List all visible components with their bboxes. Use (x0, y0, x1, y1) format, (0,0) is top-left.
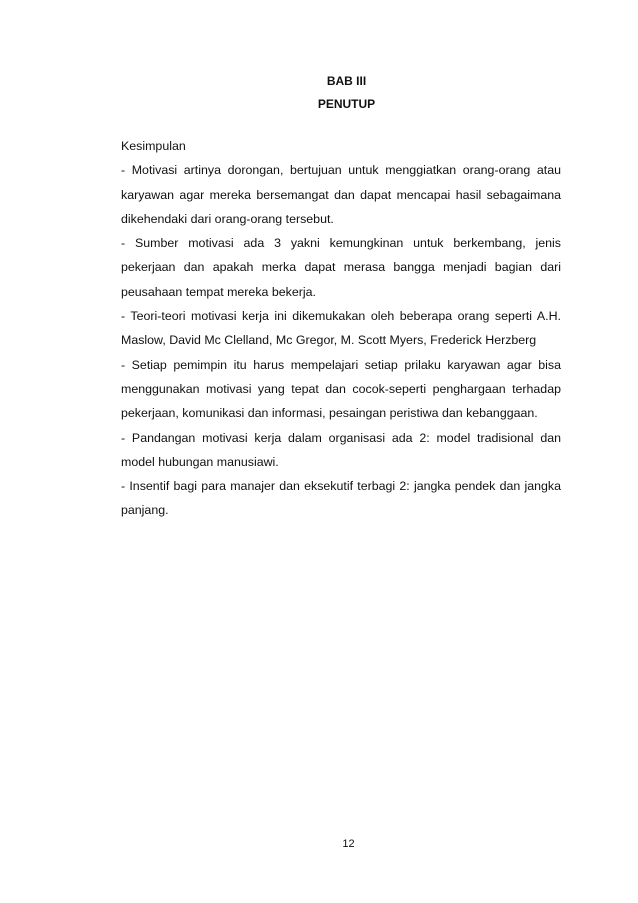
conclusion-point-2: - Sumber motivasi ada 3 yakni kemungkinan untuk berkembang, jenis pekerjaan dan apakah merka dapat merasa bangga menjadi bagian dari peusahaan tempat mereka bekerja. (121, 236, 561, 299)
conclusion-point-3: - Teori-teori motivasi kerja ini dikemukakan oleh beberapa orang seperti A.H. Maslow, David Mc Clelland, Mc Gregor, M. Scott Myers, Frederick Herzberg (121, 309, 561, 348)
conclusion-point-5: - Pandangan motivasi kerja dalam organisasi ada 2: model tradisional dan model hubungan manusiawi. (121, 430, 561, 469)
conclusion-point-6: - Insentif bagi para manajer dan eksekutif terbagi 2: jangka pendek dan jangka panjang. (121, 479, 561, 518)
conclusion-point-1: - Motivasi artinya dorongan, bertujuan untuk menggiatkan orang-orang atau karyawan agar mereka bersemangat dan dapat mencapai hasil sebagaimana dikehendaki dari orang-orang tersebut. (121, 163, 561, 226)
page-number: 12 (342, 838, 355, 850)
chapter-title: PENUTUP (317, 97, 376, 111)
chapter-heading: BAB III (326, 74, 367, 88)
section-label: Kesimpulan (121, 139, 186, 153)
conclusion-body (121, 134, 561, 523)
conclusion-point-4: - Setiap pemimpin itu harus mempelajari setiap prilaku karyawan agar bisa menggunakan motivasi yang tepat dan cocok-seperti penghargaan terhadap pekerjaan, komunikasi dan informasi, pesaingan peristiwa dan kebanggaan. (121, 357, 561, 421)
